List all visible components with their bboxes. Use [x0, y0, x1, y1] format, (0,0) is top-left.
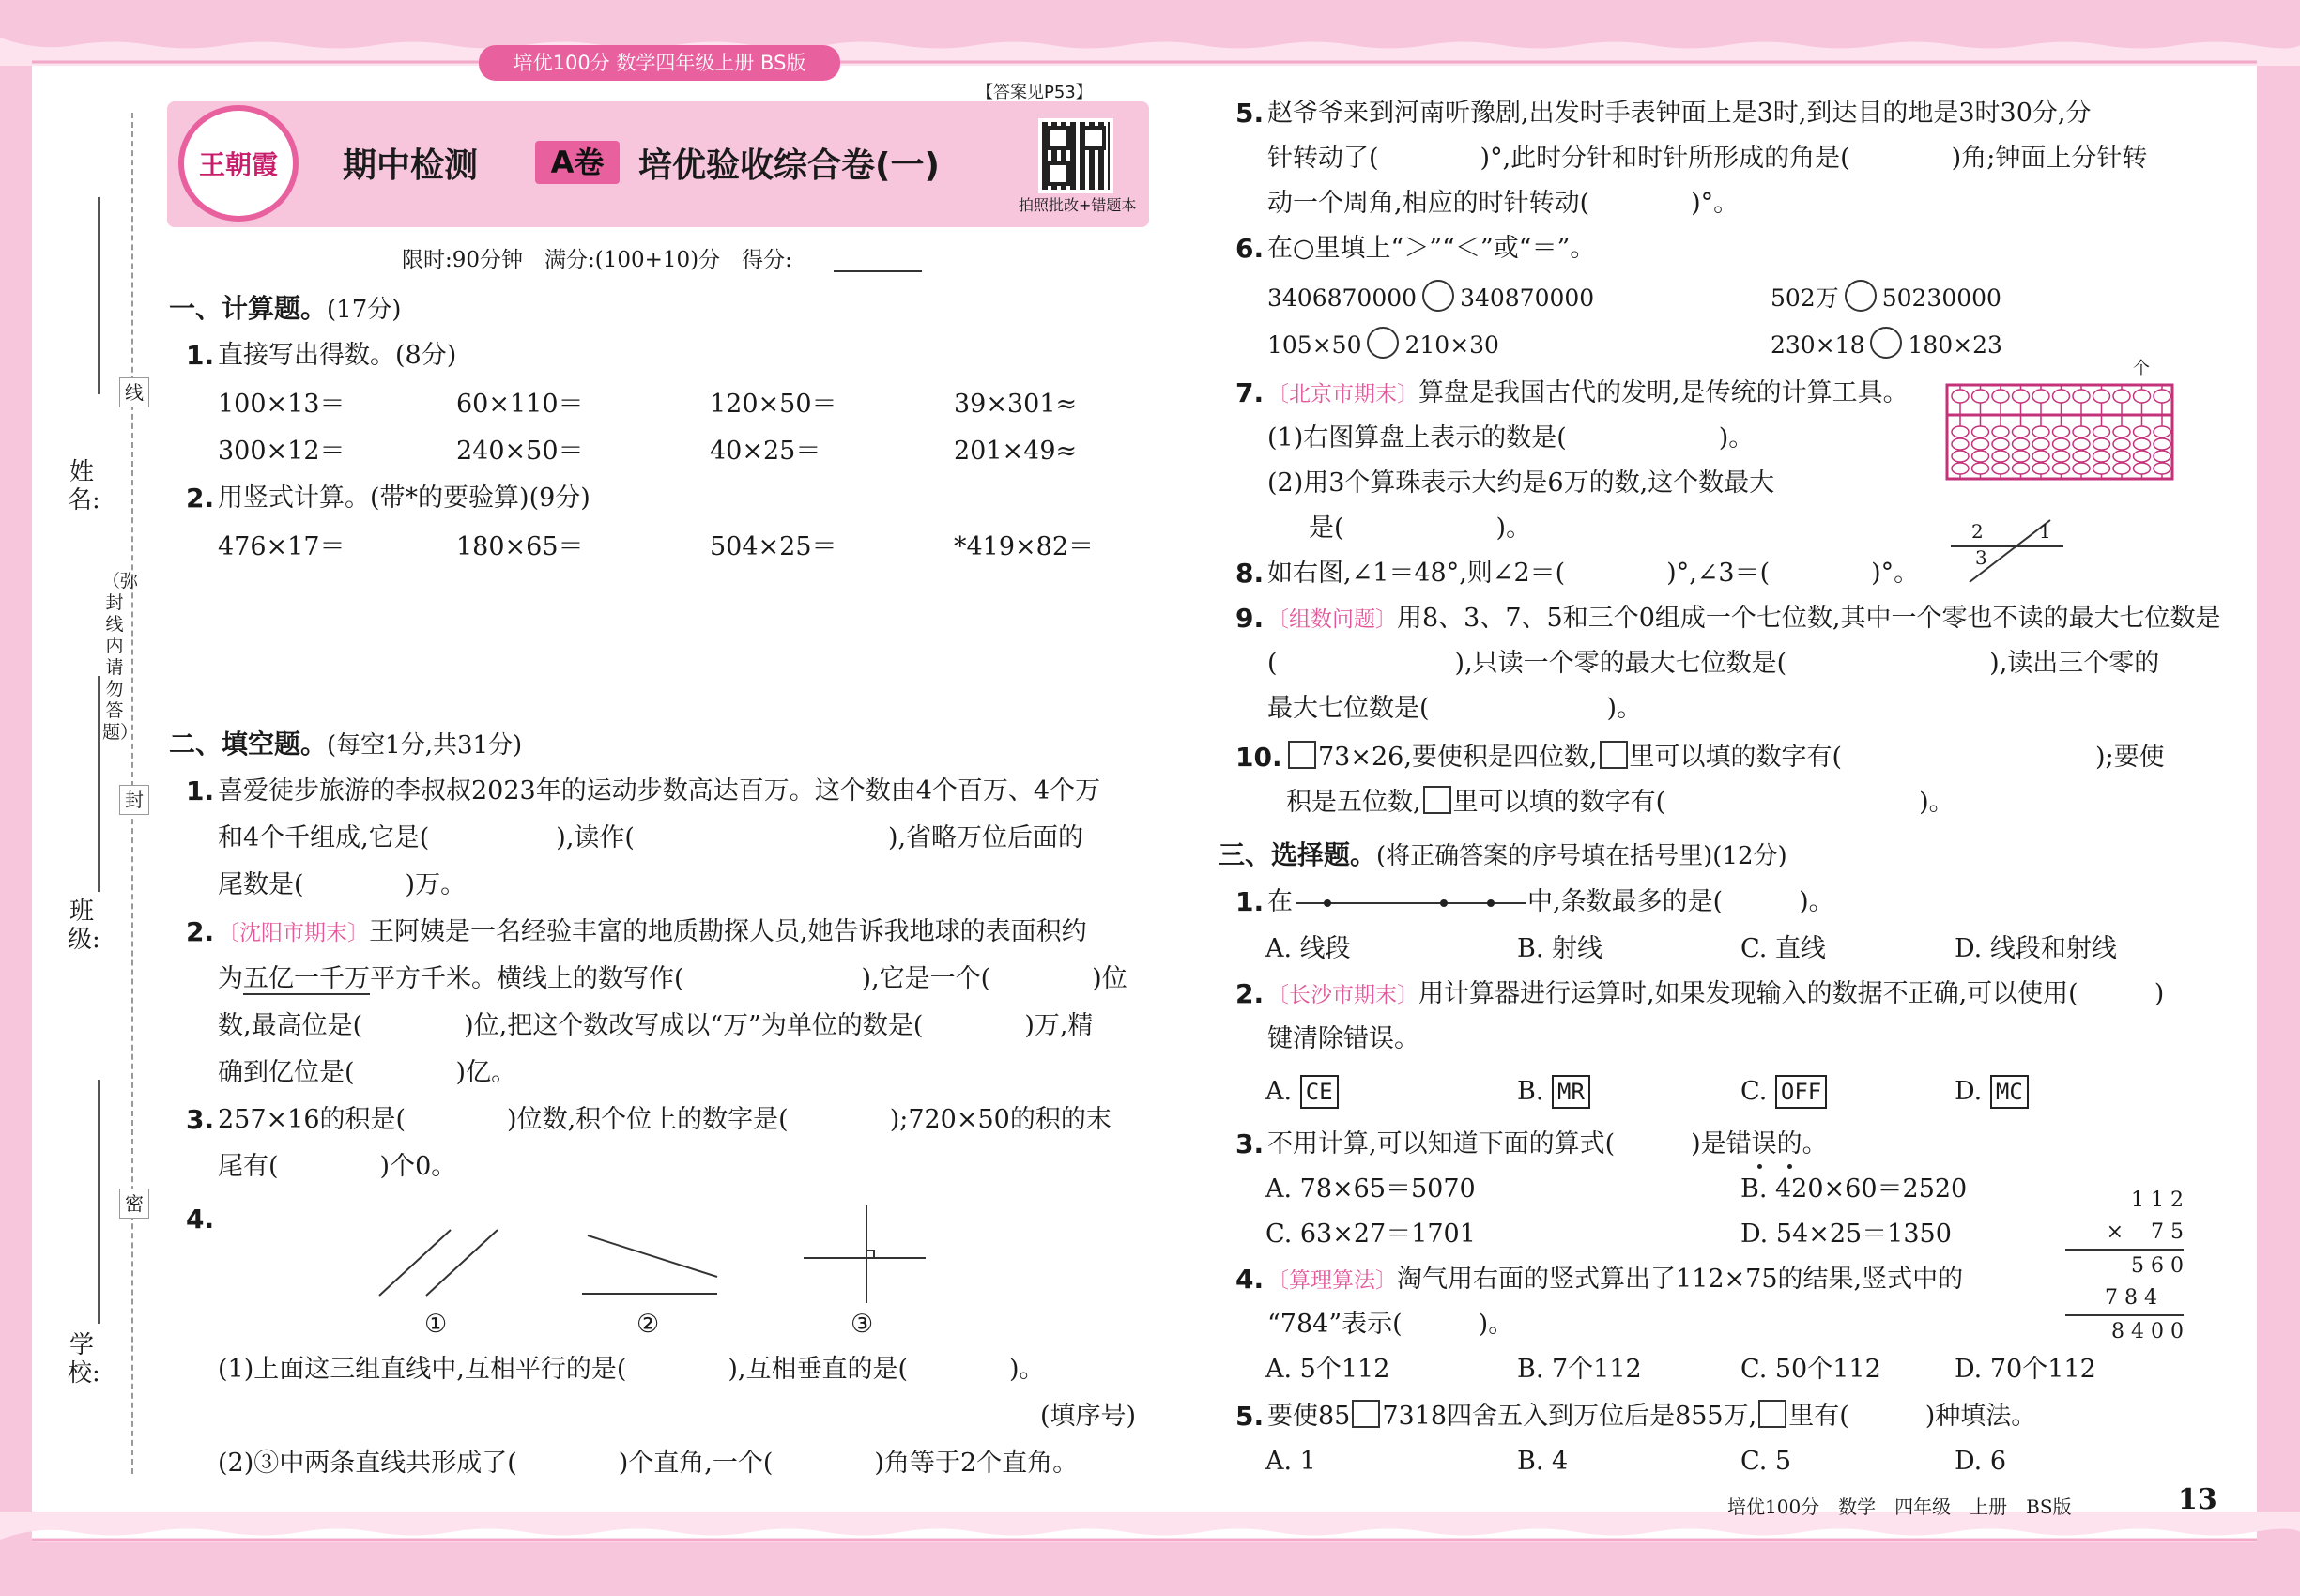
digit-box[interactable] — [1288, 741, 1316, 769]
c4-opt[interactable]: D. 70个112 — [1955, 1355, 2096, 1384]
series-banner: 培优100分 数学四年级上册 BS版 — [479, 45, 840, 81]
school-label: 学校: — [68, 1331, 100, 1388]
score-blank[interactable] — [834, 270, 922, 272]
q5-line: 赵爷爷来到河南听豫剧,出发时手表钟面上是3时,到达目的地是3时30分,分 — [1267, 99, 2092, 128]
sec2-title: 二、填空题。(每空1分,共31分) — [169, 729, 523, 760]
s1q2-text: 用竖式计算。(带*的要验算)(9分) — [218, 483, 590, 513]
s2q2-line: 数,最高位是( )位,把这个数改写成以“万”为单位的数是( )万,精 — [218, 1011, 1094, 1040]
s2q2-line: 为五亿一千万平方千米。横线上的数写作( ),它是一个( )位 — [218, 964, 1127, 993]
seal-mi: 密 — [119, 1189, 149, 1219]
emphasis-dot — [1787, 1164, 1792, 1169]
c1-text: 在 中,条数最多的是( )。 — [1267, 887, 1834, 916]
logo-text: 王朝霞 — [198, 149, 278, 180]
footer-text: 培优100分 数学 四年级 上册 BS版 — [1727, 1496, 2072, 1518]
c2-opt[interactable]: C. OFF — [1740, 1074, 1827, 1110]
s2q4-num: 4. — [186, 1204, 215, 1235]
compare-circle[interactable] — [1422, 280, 1454, 312]
vm-row: 5 6 0 — [2131, 1254, 2184, 1278]
seal-xian: 线 — [119, 377, 149, 407]
compare-circle[interactable] — [1845, 280, 1877, 312]
s2q1-num: 1. — [186, 775, 215, 806]
vertical-multiplication — [2065, 1185, 2184, 1348]
compare-circle[interactable] — [1367, 327, 1399, 359]
s2q2-line: 〔沈阳市期末〕王阿姨是一名经验丰富的地质勘探人员,她告诉我地球的表面积约 — [218, 917, 1087, 946]
c5-opt[interactable]: A. 1 — [1265, 1447, 1316, 1476]
page-number: 13 — [2178, 1483, 2217, 1516]
calc-item: 300×12＝ — [218, 437, 345, 466]
s2q1-line: 和4个千组成,它是( ),读作( ),省略万位后面的 — [218, 823, 1084, 852]
q6-num: 6. — [1235, 233, 1265, 264]
q9-line: 〔组数问题〕用8、3、7、5和三个0组成一个七位数,其中一个零也不读的最大七位数是 — [1267, 604, 2221, 633]
calc-item: 60×110＝ — [456, 390, 584, 419]
q8-text: 如右图,∠1＝48°,则∠2＝( )°,∠3＝( )°。 — [1267, 559, 1920, 588]
c5-opt[interactable]: B. 4 — [1517, 1447, 1569, 1476]
parallel-line-a — [379, 1230, 451, 1296]
key-mr: MR — [1552, 1075, 1590, 1109]
c4-num: 4. — [1235, 1264, 1265, 1295]
digit-box[interactable] — [1423, 786, 1451, 814]
digit-box[interactable] — [1600, 741, 1628, 769]
c5-opt[interactable]: D. 6 — [1955, 1447, 2007, 1476]
s2q4-line1: (1)上面这三组直线中,互相平行的是( ),互相垂直的是( )。 — [218, 1355, 1045, 1384]
s1q1-num: 1. — [186, 340, 215, 371]
c4-text2: “784”表示( )。 — [1267, 1310, 1514, 1339]
c2-opt[interactable]: A. CE — [1265, 1074, 1339, 1110]
vcalc-item: 180×65＝ — [456, 532, 584, 561]
q7-l1: (1)右图算盘上表示的数是( )。 — [1267, 423, 1755, 453]
c5-text: 要使85 7318四舍五入到万位后是855万, 里有( )种填法。 — [1267, 1402, 2037, 1431]
compare-circle[interactable] — [1870, 327, 1902, 359]
class-label: 班级: — [68, 898, 100, 954]
s2q2-num: 2. — [186, 916, 215, 947]
c2-opt[interactable]: D. MC — [1955, 1074, 2029, 1110]
angle-label-3: 3 — [1975, 546, 1987, 569]
c3-opt[interactable]: C. 63×27＝1701 — [1265, 1220, 1476, 1249]
underlined-number: 五亿一千万 — [243, 964, 370, 993]
vm-row: 1 1 2 — [2131, 1189, 2184, 1212]
qr-code[interactable] — [1042, 122, 1110, 190]
angle-label-1: 1 — [2039, 520, 2051, 543]
title-main: 期中检测 — [343, 146, 479, 185]
q7-num: 7. — [1235, 377, 1265, 408]
binding-solid-line-3 — [98, 1080, 100, 1324]
c3-opt[interactable]: D. 54×25＝1350 — [1740, 1220, 1952, 1249]
c2-text2: 键清除错误。 — [1267, 1024, 1419, 1053]
q10-l2: 积是五位数, 里可以填的数字有( )。 — [1286, 788, 1955, 817]
qr-caption: 拍照批改+错题本 — [1019, 196, 1137, 214]
title-sub: 培优验收综合卷(一) — [638, 146, 940, 185]
abacus-label: 个 — [2133, 359, 2150, 378]
key-off: OFF — [1775, 1075, 1827, 1109]
fig-label: ③ — [851, 1310, 874, 1339]
q5-line: 动一个周角,相应的时针转动( )°。 — [1267, 189, 1740, 218]
compare-item: 105×50 210×30 — [1267, 327, 1499, 363]
s2q4-note: (填序号) — [1040, 1402, 1137, 1431]
compare-item: 230×18 180×23 — [1771, 327, 2002, 363]
calc-item: 39×301≈ — [954, 390, 1078, 419]
c5-num: 5. — [1235, 1401, 1265, 1432]
angle-label-2: 2 — [1971, 520, 1984, 543]
key-mc: MC — [1990, 1075, 2029, 1109]
c4-opt[interactable]: C. 50个112 — [1740, 1355, 1881, 1384]
vcalc-item: 476×17＝ — [218, 532, 345, 561]
c1-opt[interactable]: A. 线段 — [1265, 934, 1351, 963]
c5-opt[interactable]: C. 5 — [1740, 1447, 1792, 1476]
c1-num: 1. — [1235, 886, 1265, 917]
q8-num: 8. — [1235, 558, 1265, 589]
calc-item: 120×50＝ — [710, 390, 837, 419]
s1q2-num: 2. — [186, 483, 215, 514]
vm-row: 7 8 4 — [2065, 1282, 2184, 1316]
q9-line: ( ),只读一个零的最大七位数是( ),读出三个零的 — [1267, 649, 2160, 678]
q10-l1: 73×26,要使积是四位数, 里可以填的数字有( );要使 — [1286, 740, 2165, 775]
digit-box[interactable] — [1758, 1400, 1786, 1428]
sec1-title: 一、计算题。(17分) — [169, 293, 402, 324]
right-angle-mark — [866, 1251, 874, 1258]
title-badge: A卷 — [535, 141, 620, 184]
vm-row: 8 4 0 0 — [2111, 1320, 2184, 1343]
c4-text: 〔算理算法〕淘气用右面的竖式算出了112×75的结果,竖式中的 — [1267, 1265, 1964, 1294]
c3-num: 3. — [1235, 1128, 1265, 1159]
s2q3-num: 3. — [186, 1104, 215, 1135]
binding-note: （弥封线内请勿答题） — [102, 571, 139, 743]
calc-item: 100×13＝ — [218, 390, 345, 419]
parallel-line-b — [426, 1230, 498, 1296]
fig-label: ① — [424, 1310, 448, 1339]
vcalc-item: *419×82＝ — [954, 532, 1095, 561]
c4-opt[interactable]: A. 5个112 — [1265, 1355, 1390, 1384]
c2-num: 2. — [1235, 978, 1265, 1009]
digit-box[interactable] — [1352, 1400, 1380, 1428]
answer-ref: 【答案见P53】 — [976, 83, 1093, 102]
binding-solid-line-1 — [98, 197, 100, 394]
c3-text: 不用计算,可以知道下面的算式( )是错误的。 — [1267, 1129, 1828, 1159]
q7-text: 〔北京市期末〕算盘是我国古代的发明,是传统的计算工具。 — [1267, 378, 1909, 407]
key-ce: CE — [1300, 1075, 1339, 1109]
q7-l2: (2)用3个算珠表示大约是6万的数,这个数最大 — [1267, 468, 1775, 498]
vcalc-item: 504×25＝ — [710, 532, 837, 561]
s2q1-line: 喜爱徒步旅游的李叔叔2023年的运动步数高达百万。这个数由4个百万、4个万 — [218, 776, 1101, 806]
c1-opt[interactable]: D. 线段和射线 — [1955, 934, 2117, 963]
calc-item: 201×49≈ — [954, 437, 1078, 466]
name-label: 姓名: — [68, 458, 100, 514]
sec3-title: 三、选择题。(将正确答案的序号填在括号里)(12分) — [1219, 839, 1787, 870]
q9-num: 9. — [1235, 603, 1265, 634]
q7-l3: 是( )。 — [1309, 514, 1532, 543]
calc-item: 40×25＝ — [710, 437, 821, 466]
c1-opt[interactable]: C. 直线 — [1740, 934, 1826, 963]
c2-text: 〔长沙市期末〕用计算器进行运算时,如果发现输入的数据不正确,可以使用( ) — [1267, 979, 2165, 1008]
seal-feng: 封 — [119, 785, 149, 815]
q6-text: 在○里填上“＞”“＜”或“＝”。 — [1267, 234, 1596, 263]
q5-line: 针转动了( )°,此时分针和时针所形成的角是( )角;钟面上分针转 — [1267, 144, 2148, 173]
compare-item: 3406870000 340870000 — [1267, 280, 1594, 316]
c3-opt[interactable]: B. 420×60＝2520 — [1740, 1174, 1968, 1204]
calc-item: 240×50＝ — [456, 437, 584, 466]
q9-line: 最大七位数是( )。 — [1267, 694, 1643, 723]
q5-num: 5. — [1235, 98, 1265, 129]
segment-figure — [1294, 892, 1528, 914]
c2-opt[interactable]: B. MR — [1517, 1074, 1590, 1110]
s2q4-line2: (2)③中两条直线共形成了( )个直角,一个( )角等于2个直角。 — [218, 1449, 1079, 1478]
emphasis-dot — [1757, 1164, 1762, 1169]
c4-opt[interactable]: B. 7个112 — [1517, 1355, 1642, 1384]
q10-num: 10. — [1235, 742, 1282, 773]
c3-opt[interactable]: A. 78×65＝5070 — [1265, 1174, 1476, 1204]
s2q1-line: 尾数是( )万。 — [218, 870, 467, 899]
fig-label: ② — [636, 1310, 660, 1339]
s2q2-line: 确到亿位是( )亿。 — [218, 1058, 517, 1087]
compare-item: 502万 50230000 — [1771, 280, 2001, 316]
info-line: 限时:90分钟 满分:(100+10)分 得分: — [402, 248, 792, 272]
s2q3-line: 257×16的积是( )位数,积个位上的数字是( );720×50的积的末 — [218, 1105, 1112, 1134]
vm-row: × 7 5 — [2065, 1217, 2184, 1251]
s1q1-text: 直接写出得数。(8分) — [218, 341, 457, 370]
c1-opt[interactable]: B. 射线 — [1517, 934, 1603, 963]
lines-figure — [357, 1192, 958, 1314]
logo — [178, 105, 299, 222]
s2q3-line: 尾有( )个0。 — [218, 1152, 457, 1181]
intersect-line-a — [588, 1235, 717, 1277]
binding-solid-line-2 — [98, 676, 100, 892]
